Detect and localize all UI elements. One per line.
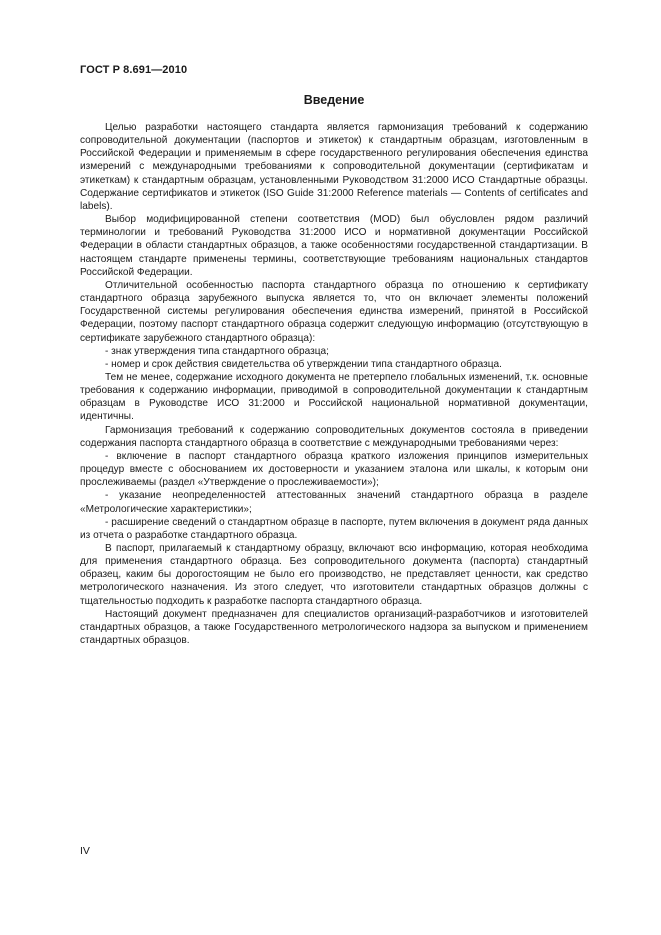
paragraph-audience: Настоящий документ предназначен для специалистов организаций-разработчиков и изготовителей стандартных образцов, а также Государственного метрологического надзора за выпуском и применением стандартных образцов. (80, 608, 588, 647)
list-item: - указание неопределенностей аттестованных значений стандартного образца в разделе «Метрологические характеристики»; (80, 490, 588, 515)
paragraph-passport: В паспорт, прилагаемый к стандартному образцу, включают всю информацию, которая необходима для применения стандартного образца. Без сопроводительного документа (паспорта) стандартный образец, каким бы дорогостоящим не было его производство, не представляет ценности, как средство метрологического назначения. Из этого следует, что изготовители стандартных образцов должны с тщательностью подходить к разработке паспорта стандартного образца. (80, 543, 588, 607)
list-item: - расширение сведений о стандартном образце в паспорте, путем включения в документ ряда данных из отчета о разработке стандартного образца. (80, 516, 588, 541)
document-header: ГОСТ Р 8.691—2010 (80, 64, 188, 76)
list-item: - номер и срок действия свидетельства об утверждении типа стандартного образца. (105, 358, 502, 370)
list-item: - включение в паспорт стандартного образца краткого изложения принципов измерительных процедур вместе с обоснованием их достоверности и указанием эталона или шкалы, к которым они прослеживаемы (раздел «Утверждение о прослеживаемости»); (80, 450, 588, 489)
page-number: IV (80, 845, 90, 857)
paragraph-harmonization: Гармонизация требований к содержанию сопроводительных документов состояла в приведении содержания паспорта стандартного образца в соответствие с международными требованиями через: (80, 424, 588, 449)
paragraph-mod-choice: Выбор модифицированной степени соответствия (MOD) был обусловлен рядом различий терминологии и требований Руководства 31:2000 ИСО и нормативной документации Российской Федерации в области стандартных образцов, а также особенностями государственной стандартизации. В настоящем стандарте применены термины, соответствующие требованиям национальных стандартов Российской Федерации. (80, 214, 588, 278)
list-item: - знак утверждения типа стандартного образца; (105, 345, 329, 357)
paragraph-purpose: Целью разработки настоящего стандарта является гармонизация требований к содержанию сопроводительной документации (паспортов и этикеток) к стандартным образцам, изготовленным в Российской Федерации и применяемым в сфере государственного регулирования обеспечения единства измерений с международными требованиями к сопроводительной документации (сертификатам и этикеткам) к стандартным образцам, установленными Руководством 31:2000 ИСО Стандартные образцы. Содержание сертификатов и этикеток (ISO Guide 31:2000 Reference materials — Contents of certificates and labels). (80, 122, 588, 212)
paragraph-distinction: Отличительной особенностью паспорта стандартного образца по отношению к сертификату стандартного образца зарубежного выпуска является то, что он включает элементы положений Государственной системы регулирования обеспечения единства измерений, принятой в Российской Федерации, поэтому паспорт стандартного образца содержит следующую информацию (отсутствующую в сертификате зарубежного стандартного образца): (80, 279, 588, 344)
paragraph-nevertheless: Тем не менее, содержание исходного документа не претерпело глобальных изменений, т.к. основные требования к содержанию информации, приводимой в сопроводительной документации к стандартным образцам в Руководстве ИСО 31:2000 и Российской национальной нормативной документации, идентичны. (80, 371, 588, 423)
section-title: Введение (303, 93, 365, 107)
body-text (80, 121, 588, 647)
